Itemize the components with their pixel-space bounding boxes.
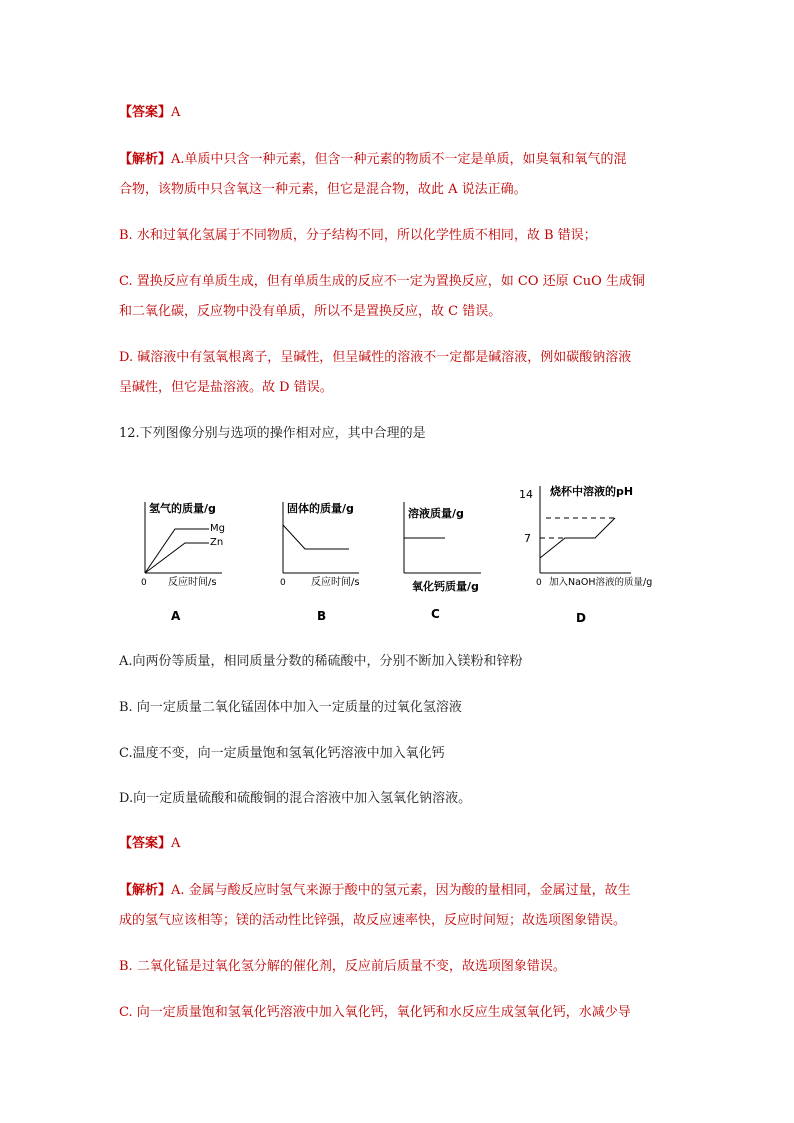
graph-b-caption: B [317, 609, 327, 623]
graph-c-caption: C [431, 607, 440, 621]
graph-c-xlabel: 氧化钙质量/g [412, 580, 479, 593]
q12-option-b: B. 向一定质量二氧化锰固体中加入一定质量的过氧化氢溶液 [119, 700, 462, 715]
graph-b-xlabel: 反应时间/s [311, 577, 360, 588]
q12-analysis-c: C. 向一定质量饱和氢氧化钙溶液中加入氧化钙，氧化钙和水反应生成氢氧化钙，水减少导 [119, 1005, 631, 1020]
q12-option-c: C.温度不变，向一定质量饱和氢氧化钙溶液中加入氧化钙 [119, 746, 445, 761]
graph-d-ylabel: 烧杯中溶液的pH [550, 485, 634, 498]
graph-a-caption: A [171, 609, 181, 623]
q12-answer [119, 834, 679, 854]
q12-analysis-b: B. 二氧化锰是过氧化氢分解的催化剂，反应前后质量不变，故选项图象错误。 [119, 959, 566, 974]
graph-b-ylabel: 固体的质量/g [287, 502, 354, 515]
graph-a-line-zn [145, 543, 209, 573]
q11-analysis-c-1: C. 置换反应有单质生成，但有单质生成的反应不一定为置换反应，如 CO 还原 CuO 生成铜 [119, 274, 645, 289]
graph-a-ylabel: 氢气的质量/g [149, 502, 216, 515]
graph-d-caption: D [576, 611, 586, 625]
q12-analysis-a-1 [119, 881, 679, 901]
q12-graphs [119, 472, 679, 632]
graph-a [141, 501, 225, 623]
graph-d-tick-14: 14 [519, 488, 533, 501]
graph-b-line [283, 525, 349, 549]
answer-value: A [171, 836, 181, 851]
q12-option-d: D.向一定质量硫酸和硫酸铜的混合溶液中加入氢氧化钠溶液。 [119, 791, 472, 806]
q11-analysis-line-2: 合物，该物质中只含氧这一种元素，但它是混合物，故此 A 说法正确。 [119, 182, 527, 197]
graph-d [519, 484, 652, 625]
answer-label: 【答案】 [119, 105, 172, 120]
graph-a-label-zn: Zn [210, 537, 224, 548]
graph-a-xlabel: 反应时间/s [168, 577, 217, 588]
analysis-text: A.单质中只含一种元素，但含一种元素的物质不一定是单质，如臭氧和氧气的混 [171, 152, 627, 167]
q11-analysis-line-1 [119, 150, 679, 170]
q11-analysis-c-2: 和二氧化碳，反应物中没有单质，所以不是置换反应，故 C 错误。 [119, 304, 502, 319]
graph-c [404, 502, 481, 621]
q11-answer [119, 103, 679, 123]
graph-b [280, 501, 360, 623]
q11-analysis-b: B. 水和过氧化氢属于不同物质，分子结构不同，所以化学性质不相同，故 B 错误； [119, 228, 597, 243]
q11-analysis-d-2: 呈碱性，但它是盐溶液。故 D 错误。 [119, 380, 333, 395]
answer-label: 【答案】 [119, 836, 172, 851]
graph-d-tick-7: 7 [524, 532, 531, 545]
q12-analysis-a-2: 成的氢气应该相等；镁的活动性比锌强，故反应速率快，反应时间短；故选项图象错误。 [119, 913, 627, 928]
analysis-label: 【解析】 [119, 152, 172, 167]
q12-stem: 12.下列图像分别与选项的操作相对应，其中合理的是 [119, 426, 426, 441]
analysis-label: 【解析】 [119, 883, 172, 898]
q12-option-a: A.向两份等质量，相同质量分数的稀硫酸中，分别不断加入镁粉和锌粉 [119, 654, 523, 669]
graph-d-origin: 0 [536, 578, 542, 588]
graph-a-origin: 0 [141, 578, 147, 588]
graph-d-xlabel: 加入NaOH溶液的质量/g [549, 577, 653, 588]
graph-a-label-mg: Mg [210, 523, 225, 534]
answer-value: A [171, 105, 181, 120]
analysis-text: A. 金属与酸反应时氢气来源于酸中的氢元素，因为酸的量相同，金属过量，故生 [171, 883, 631, 898]
q11-analysis-d-1: D. 碱溶液中有氢氧根离子，呈碱性，但呈碱性的溶液不一定都是碱溶液，例如碳酸钠溶液 [119, 350, 632, 365]
graph-b-origin: 0 [280, 578, 286, 588]
graph-c-ylabel: 溶液质量/g [408, 507, 464, 520]
